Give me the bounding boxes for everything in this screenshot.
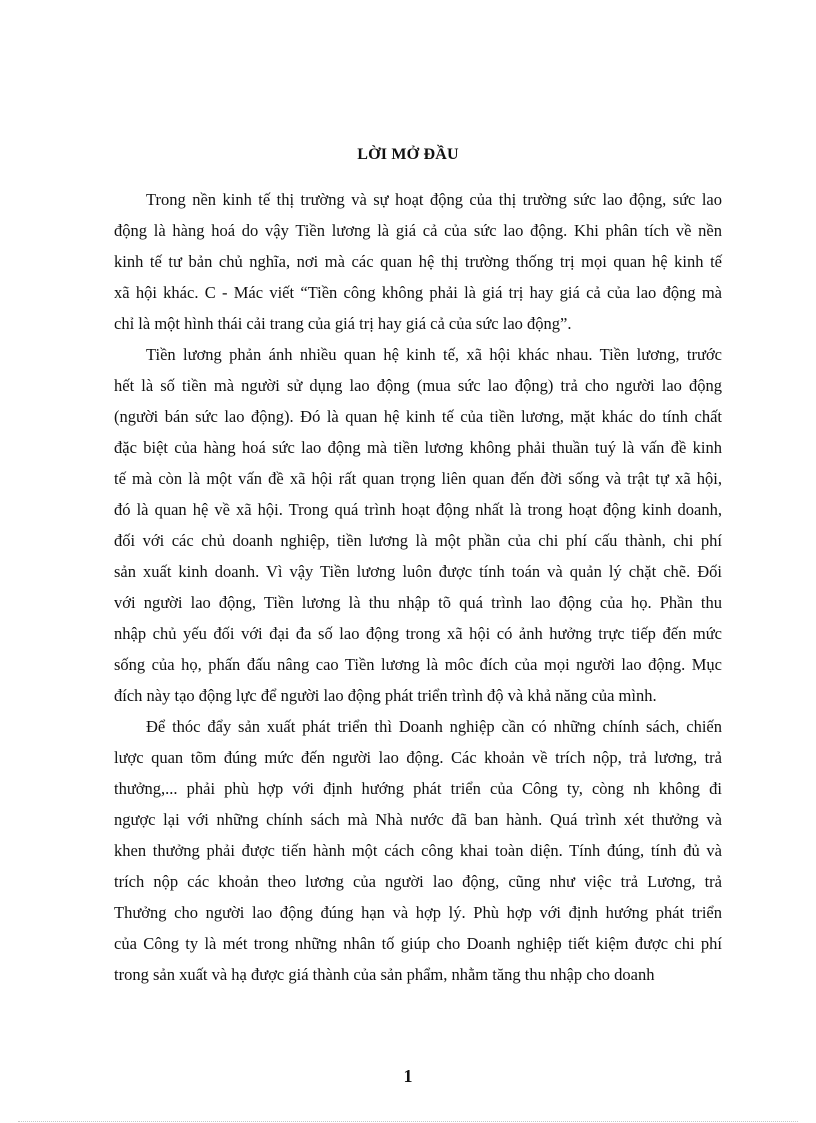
paragraph-line: Tiền lương phản ánh nhiều quan hệ kinh tế, xã hội khác nhau. Tiền lương, trước — [146, 345, 722, 364]
page-number: 1 — [403, 1066, 413, 1086]
paragraph-2 — [114, 339, 722, 711]
paragraph-line: xã hội khác. C - Mác viết “Tiền công không phải là giá trị hay giá cả của lao động mà — [114, 283, 722, 302]
paragraph-line: đặc biệt của hàng hoá sức lao động mà tiền lương không phải thuần tuý là vấn đề kinh — [114, 438, 722, 457]
paragraph-line: hết là số tiền mà người sử dụng lao động (mua sức lao động) trả cho người lao động — [114, 376, 722, 395]
page-bottom-divider — [18, 1121, 798, 1122]
paragraph-line: chỉ là một hình thái cải trang của giá trị hay giá cả của sức lao động”. — [114, 314, 572, 333]
paragraph-line: thưởng,... phải phù hợp với định hướng phát triển của Công ty, còng nh không đi — [114, 779, 722, 798]
paragraph-3 — [114, 711, 722, 990]
paragraph-line: trong sản xuất và hạ được giá thành của sản phẩm, nhằm tăng thu nhập cho doanh — [114, 965, 655, 984]
paragraph-line: đích này tạo động lực để người lao động phát triển trình độ và khả năng của mình. — [114, 686, 657, 705]
paragraph-line: nhập chủ yếu đối với đại đa số lao động trong xã hội có ảnh hưởng trực tiếp đến mức — [114, 624, 722, 643]
paragraph-line: sản xuất kinh doanh. Vì vậy Tiền lương luôn được tính toán và quản lý chặt chẽ. Đối — [114, 562, 722, 581]
paragraph-line: đó là quan hệ về xã hội. Trong quá trình hoạt động nhất là trong hoạt động kinh doanh, — [114, 500, 722, 519]
paragraph-1 — [114, 184, 722, 339]
paragraph-line: lược quan tõm đúng mức đến người lao động. Các khoản về trích nộp, trả lương, trả — [114, 748, 722, 767]
paragraph-line: (người bán sức lao động). Đó là quan hệ kinh tế của tiền lương, mặt khác do tính chất — [114, 407, 722, 426]
paragraph-line: sống của họ, phấn đấu nâng cao Tiền lương là môc đích của mọi người lao động. Mục — [114, 655, 722, 674]
paragraph-line: đối với các chủ doanh nghiệp, tiền lương là một phần của chi phí cấu thành, chi phí — [114, 531, 722, 550]
paragraph-line: khen thưởng phải được tiến hành một cách công khai toàn diện. Tính đúng, tính đủ và — [114, 841, 722, 860]
paragraph-line: kinh tế tư bản chủ nghĩa, nơi mà các quan hệ thị trường thống trị mọi quan hệ kinh tế — [114, 252, 722, 271]
paragraph-line: Thưởng cho người lao động đúng hạn và hợp lý. Phù hợp với định hướng phát triển — [114, 903, 722, 922]
paragraph-line: tế mà còn là một vấn đề xã hội rất quan trọng liên quan đến đời sống và trật tự xã hội, — [114, 469, 722, 488]
paragraph-line: Để thóc đẩy sản xuất phát triển thì Doanh nghiệp cần có những chính sách, chiến — [146, 717, 722, 736]
paragraph-line: ngược lại với những chính sách mà Nhà nước đã ban hành. Quá trình xét thưởng và — [114, 810, 722, 829]
page-title: LỜI MỞ ĐẦU — [357, 146, 459, 163]
document-body — [114, 184, 722, 990]
paragraph-line: trích nộp các khoản theo lương của người lao động, cũng như việc trả Lương, trả — [114, 872, 722, 891]
paragraph-line: động là hàng hoá do vậy Tiền lương là giá cả của sức lao động. Khi phân tích về nền — [114, 221, 722, 240]
paragraph-line: với người lao động, Tiền lương là thu nhập tõ quá trình lao động của họ. Phần thu — [114, 593, 722, 612]
paragraph-line: của Công ty là mét trong những nhân tố giúp cho Doanh nghiệp tiết kiệm được chi phí — [114, 934, 722, 953]
paragraph-line: Trong nền kinh tế thị trường và sự hoạt động của thị trường sức lao động, sức lao — [146, 190, 722, 209]
